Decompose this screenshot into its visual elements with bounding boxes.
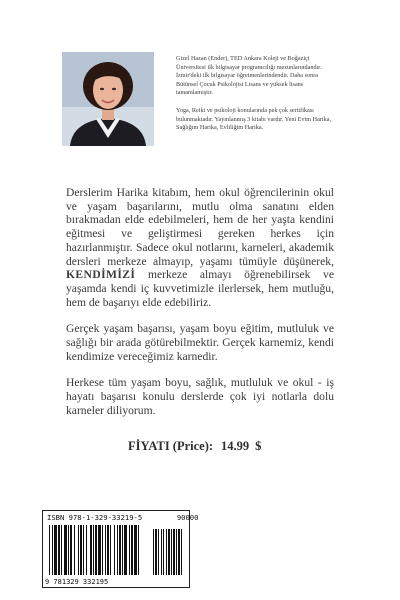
blurb xyxy=(66,186,334,431)
bio-paragraph-1: Gizel Hazan (Ender), TED Ankara Koleji ve Boğaziçi Üniversitesi ilk bilgisayar programcılığı mezunlarındandır. İzmir'deki ilk bilgisayar öğretmenlerindendir. Daha sonra Bütünsel Çocuk Psikolojisi Lisans ve yüksek lisans tamamlamıştır. xyxy=(176,55,322,97)
barcode-addon-bar xyxy=(166,529,167,575)
price-currency: $ xyxy=(255,439,262,453)
barcode-bar xyxy=(105,525,106,575)
barcode-bar xyxy=(49,525,50,575)
barcode-bar xyxy=(90,525,92,575)
barcode-bar xyxy=(110,525,111,575)
barcode-addon-bar xyxy=(161,529,162,575)
barcode-bar xyxy=(107,525,109,575)
barcode-bar xyxy=(68,525,69,575)
barcode-bar xyxy=(61,525,62,575)
barcode-bar xyxy=(119,525,121,575)
barcode-addon-bar xyxy=(178,529,180,575)
barcode-bar xyxy=(129,525,130,575)
price-line xyxy=(128,439,261,454)
isbn-number: ISBN 978-1-329-33219-5 xyxy=(47,513,143,522)
blurb-paragraph-3: Herkese tüm yaşam boyu, sağlık, mutluluk ve okul - iş hayatı başarısı konulu derslerde çok iyi notlarla dolu karneler diliyorum. xyxy=(66,376,334,417)
barcode-addon-bar xyxy=(163,529,164,575)
author-photo xyxy=(62,52,154,146)
barcode-bar xyxy=(138,525,139,575)
blurb-paragraph-2: Gerçek yaşam başarısı, yaşam boyu eğitim, mutluluk ve sağlığı bir arada götürebilmektir. Gerçek karnemiz, kendi kendimize vereceğimiz karnedir. xyxy=(66,322,334,363)
barcode-bar xyxy=(124,525,127,575)
barcode-bar xyxy=(134,525,137,575)
isbn-text-line xyxy=(47,513,198,522)
author-bio xyxy=(176,55,336,142)
bio-paragraph-2: Yoga, Reiki ve psikoloji konularında pek çok sertifikası bulunmaktadır. Yayınlanmış 3 kitabı vardır. Yeni Evim Harika, Sağlığım Harika, Evliliğim Harika. xyxy=(176,106,332,132)
isbn-barcode xyxy=(42,510,199,588)
blurb-p1-end: merkeze almayı öğrenebilirsek ve yaşamda kendi iç kuvvetimizle ilerlersek, hem mutluğu, hem de başarıyı elde edebiliriz. xyxy=(66,268,334,309)
price-label: FİYATI (Price): xyxy=(128,439,214,453)
barcode-bar xyxy=(98,525,101,575)
barcode-addon-bar xyxy=(173,529,175,575)
barcode-addon-bar xyxy=(158,529,159,575)
barcode-digits: 9 781329 332195 xyxy=(45,578,109,586)
barcode-bar xyxy=(83,525,84,575)
barcode-addon-bar xyxy=(153,529,154,575)
barcode-bar xyxy=(114,525,115,575)
barcode-bar xyxy=(131,525,133,575)
barcode-bar xyxy=(80,525,82,575)
price-amount: 14.99 xyxy=(221,439,250,453)
barcode-addon-bar xyxy=(181,529,182,575)
isbn-addon: 90000 xyxy=(176,513,199,522)
barcode-bar xyxy=(54,525,57,575)
blurb-p1-start: Derslerim Harika kitabım, hem okul öğrencilerinin okul ve yaşam başarılarını, mutlu olma sanatını elden bırakmadan elde edebilmeleri, hem de her yaşta kendini eğitmesi ve geliştirmesi gereken herkes için hazırlanmıştır. Sadece okul notlarını, karneleri, akademik dersleri merkeze almayıp, yaşamı tümüyle düşünerek, xyxy=(66,186,334,268)
barcode-bar xyxy=(117,525,118,575)
barcode-bar xyxy=(122,525,123,575)
barcode-bars xyxy=(49,525,183,575)
barcode-addon-bar xyxy=(155,529,157,575)
barcode-bar xyxy=(95,525,97,575)
blurb-paragraph-1 xyxy=(66,186,334,309)
barcode-bar xyxy=(64,525,67,575)
barcode-bar xyxy=(86,525,87,575)
barcode-bar xyxy=(74,525,75,575)
barcode-bar xyxy=(93,525,94,575)
barcode-addon-bar xyxy=(171,529,172,575)
barcode-bar xyxy=(70,525,72,575)
barcode-bar xyxy=(78,525,79,575)
barcode-addon-bar xyxy=(176,529,177,575)
barcode-addon-bar xyxy=(168,529,170,575)
barcode-bar xyxy=(52,525,53,575)
barcode-bar xyxy=(102,525,103,575)
blurb-p1-emphasis: KENDİMİZİ xyxy=(66,268,136,282)
barcode-bar xyxy=(58,525,60,575)
